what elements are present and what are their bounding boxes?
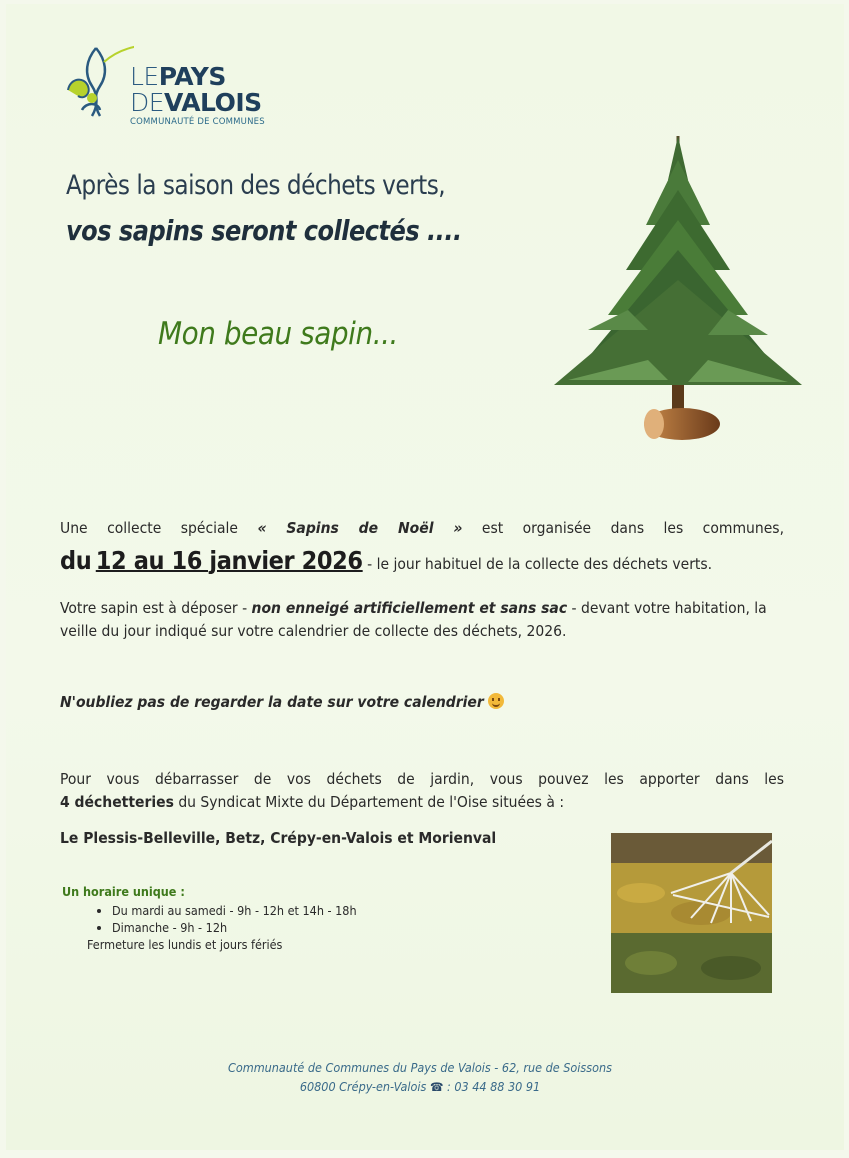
reminder-text: N'oubliez pas de regarder la date sur votre calendrier [60,693,484,711]
hours-title: Un horaire unique : [62,884,185,899]
headline-line2: vos sapins seront collectés .... [66,214,462,247]
fleur-de-lis-icon [64,40,134,140]
intro-emphasis: « Sapins de Noël » [257,519,463,537]
footer-phone: : 03 44 88 30 91 [446,1079,541,1094]
collection-dates: 12 au 16 janvier 2026 [95,546,363,575]
hours-item: • Dimanche - 9h - 12h [112,920,357,935]
intro-paragraph [60,519,784,537]
deposit-emphasis: non enneigé artificiellement et sans sac [251,599,568,617]
footer-address: 60800 Crépy-en-Valois [299,1079,427,1094]
hours-item: • Du mardi au samedi - 9h - 12h et 14h - 18h [112,903,357,918]
footer [160,1058,680,1097]
intro-before: Une collecte spéciale [60,519,238,537]
deposit-paragraph [60,597,784,643]
deposit-after: - devant votre habitation, la veille du jour indiqué sur votre calendrier de collecte des déchets, 2026. [60,599,767,640]
rake-leaves-image [611,833,772,993]
dates-paragraph [60,546,784,575]
phone-icon: ☎ [429,1080,444,1094]
logo-le: LE [130,62,159,91]
christmas-tree-image [548,130,806,448]
logo [64,40,284,140]
dates-prefix: du [60,546,92,575]
dates-rest: - le jour habituel de la collecte des déchets verts. [367,555,713,573]
headline-line1: Après la saison des déchets verts, [66,170,446,201]
closing-note: Fermeture les lundis et jours fériés [87,937,283,952]
logo-de: DE [130,88,165,117]
opening-hours [62,884,357,952]
logo-pays: PAYS [158,62,226,91]
intro-after: est organisée dans les communes, [481,519,785,537]
dechetteries-count: 4 déchetteries [60,793,174,811]
smiley-icon [488,693,504,709]
tagline: Mon beau sapin... [158,316,398,352]
dechetteries-rest: du Syndicat Mixte du Département de l'Oise situées à : [178,793,565,811]
dechetteries-line1: Pour vous débarrasser de vos déchets de jardin, vous pouvez les apporter dans les [60,770,784,788]
locations-list: Le Plessis-Belleville, Betz, Crépy-en-Valois et Morienval [60,829,497,847]
dechetteries-paragraph [60,768,784,814]
logo-valois: VALOIS [164,88,262,117]
reminder [60,693,784,711]
deposit-before: Votre sapin est à déposer - [60,599,248,617]
logo-subtitle: COMMUNAUTÉ DE COMMUNES [130,117,265,127]
footer-line1: Communauté de Communes du Pays de Valois - 62, rue de Soissons [228,1060,612,1075]
